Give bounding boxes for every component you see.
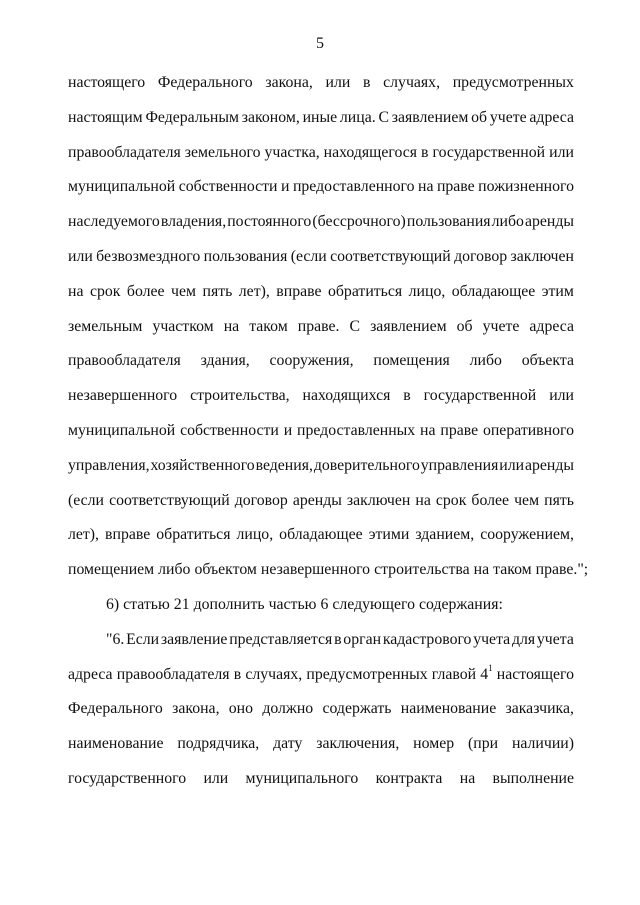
word: либо <box>158 561 191 579</box>
word: на <box>223 317 240 335</box>
text-line <box>68 449 574 484</box>
word: или <box>203 769 229 787</box>
word: настоящего <box>68 74 146 91</box>
text-line <box>68 275 574 310</box>
text-line <box>68 623 574 658</box>
text-line <box>68 518 574 553</box>
word: предоставленного <box>292 178 415 196</box>
text-line <box>68 762 574 797</box>
word: или <box>325 74 351 91</box>
paragraph <box>68 66 589 588</box>
word: праве <box>436 178 475 196</box>
text-line <box>68 414 574 449</box>
word: заявление <box>160 630 228 648</box>
word: частью <box>268 595 317 613</box>
word: на <box>459 769 476 787</box>
text-line <box>68 727 574 762</box>
word: предусмотренных <box>452 74 574 91</box>
word: чем <box>171 282 196 300</box>
word: незавершенного <box>260 561 371 579</box>
word: муниципальной <box>68 421 176 439</box>
text-line <box>68 344 574 379</box>
word: земельным <box>68 317 143 335</box>
word: в <box>421 143 429 161</box>
word: государственной <box>432 143 546 161</box>
word: муниципального <box>245 769 359 787</box>
word: правообладателя <box>68 143 181 161</box>
word: для <box>511 630 536 648</box>
word: объектом <box>194 561 257 579</box>
word: правообладателя <box>68 352 181 370</box>
word: (при <box>468 735 499 753</box>
word: земельного <box>184 143 261 161</box>
word: срок <box>89 282 121 300</box>
word: управления <box>420 456 499 474</box>
word: адреса <box>529 317 574 335</box>
text-line <box>68 205 574 240</box>
document-body <box>68 66 589 797</box>
word: орган <box>343 630 382 648</box>
word: предусмотренных <box>306 665 428 683</box>
word: предоставленных <box>297 421 416 439</box>
word: дополнить <box>193 595 265 613</box>
word: пять <box>202 282 233 300</box>
word: должно <box>262 700 314 718</box>
word: С <box>378 108 389 126</box>
word: кадастрового <box>382 630 472 648</box>
word: подрядчика, <box>177 735 260 753</box>
word: на <box>415 491 431 509</box>
word: оперативного <box>482 421 574 439</box>
word: пять <box>544 491 574 509</box>
word: здания, <box>200 352 250 370</box>
word: лицо, <box>408 282 446 300</box>
word: закона, <box>265 74 313 91</box>
word: чем <box>514 491 540 509</box>
paragraph <box>68 623 574 797</box>
word: лицо, <box>236 526 274 544</box>
word: выполнение <box>492 769 574 787</box>
word: незавершенного <box>68 387 178 405</box>
word: ведения, <box>255 456 313 474</box>
word: учета <box>473 630 511 648</box>
text-line <box>68 484 574 519</box>
word: правообладателя <box>116 665 230 683</box>
word: собственности <box>178 178 278 196</box>
word: обратиться <box>156 526 231 544</box>
word: обратиться <box>327 282 403 300</box>
word: в <box>363 74 371 91</box>
word: праве."; <box>535 561 589 579</box>
word: постоянного <box>227 213 312 231</box>
text-line <box>68 170 574 205</box>
word: заключен <box>510 247 574 265</box>
word: на <box>473 561 490 579</box>
text-line <box>68 379 574 414</box>
word: следующего <box>332 595 415 613</box>
word: заказчика, <box>505 700 574 718</box>
word: праве. <box>297 317 340 335</box>
word: этим <box>541 282 574 300</box>
word: помещения <box>373 352 450 370</box>
page-number: 5 <box>316 35 324 52</box>
word: на <box>420 421 436 439</box>
word: таком <box>249 317 288 335</box>
word: (если <box>290 247 327 265</box>
word: государственной <box>423 387 537 405</box>
word: учете <box>489 108 527 126</box>
word: хозяйственного <box>150 456 255 474</box>
word: строительства, <box>190 387 290 405</box>
word: Федеральным <box>145 108 239 126</box>
word: учета <box>536 630 574 648</box>
word: иные <box>302 108 338 126</box>
word: случаях, <box>383 74 441 91</box>
text-line <box>68 310 574 345</box>
word: владения, <box>160 213 227 231</box>
word: договор <box>234 491 288 509</box>
word: наименование <box>400 700 497 718</box>
word: участком <box>152 317 214 335</box>
word: помещением <box>68 561 155 579</box>
word: лица. <box>339 108 376 126</box>
word: номер <box>413 735 455 753</box>
word: Федерального <box>68 700 163 718</box>
word: соответствующий <box>330 247 451 265</box>
word: Федерального <box>157 74 253 91</box>
word: аренды <box>524 456 574 474</box>
word: содержания: <box>418 595 503 613</box>
word: (бессрочного) <box>312 213 406 231</box>
word: представляется <box>229 630 333 648</box>
word: праве <box>440 421 479 439</box>
word: муниципальной <box>68 178 176 196</box>
word: вправе <box>105 526 151 544</box>
word: или <box>549 143 574 161</box>
word: более <box>126 282 165 300</box>
word: 21 <box>173 595 190 613</box>
word: или <box>549 387 574 405</box>
word: объекта <box>521 352 574 370</box>
word: оно <box>228 700 254 718</box>
word: законом, <box>241 108 300 126</box>
word: главой <box>431 665 477 683</box>
text-line <box>68 240 574 275</box>
word: учете <box>482 317 520 335</box>
word: более <box>471 491 510 509</box>
word: обладающее <box>451 282 536 300</box>
word: дату <box>273 735 303 753</box>
word: либо <box>491 213 524 231</box>
word: на <box>68 282 84 300</box>
text-line <box>68 101 574 136</box>
word: находящихся <box>302 387 391 405</box>
word: аренды <box>524 213 574 231</box>
word: 6) <box>106 595 120 613</box>
word: закона, <box>172 700 220 718</box>
word: Если <box>126 630 160 648</box>
word: вправе <box>276 282 322 300</box>
word: пожизненного <box>478 178 574 196</box>
word: находящегося <box>323 143 418 161</box>
word: лет), <box>238 282 270 300</box>
word: на <box>417 178 434 196</box>
word: договор <box>454 247 508 265</box>
text-line <box>68 66 574 101</box>
word: соответствующий <box>109 491 230 509</box>
word: этими <box>368 526 410 544</box>
text-line <box>68 588 574 623</box>
word: либо <box>469 352 502 370</box>
word: лет), <box>68 526 100 544</box>
word: об <box>456 317 473 335</box>
word: заявлением <box>391 108 469 126</box>
word: контракта <box>375 769 443 787</box>
word: настоящего <box>496 665 574 683</box>
word: наследуемого <box>68 213 160 231</box>
word: пользования <box>203 247 288 265</box>
paragraph <box>68 588 574 623</box>
word: и <box>283 421 293 439</box>
word: наличии) <box>511 735 574 753</box>
word: в <box>334 630 342 648</box>
word: доверительного <box>313 456 420 474</box>
word: управления, <box>68 456 150 474</box>
word: адреса <box>529 108 574 126</box>
word: в <box>233 665 242 683</box>
word: содержать <box>322 700 392 718</box>
word: или <box>499 456 525 474</box>
word: безвозмездного <box>96 247 201 265</box>
word: обладающее <box>279 526 363 544</box>
word: срок <box>435 491 467 509</box>
word: или <box>68 247 93 265</box>
word: (если <box>68 491 105 509</box>
word: наименование <box>68 735 164 753</box>
word: 6 <box>320 595 329 613</box>
text-line <box>68 658 574 693</box>
word: сооружения, <box>269 352 354 370</box>
text-line <box>68 553 589 588</box>
word: аренды <box>292 491 342 509</box>
word: С <box>349 317 361 335</box>
word: и <box>281 178 290 196</box>
word: адреса <box>68 665 113 683</box>
word: сооружением, <box>480 526 574 544</box>
word: государственного <box>68 769 187 787</box>
word: случаях, <box>245 665 303 683</box>
word: $4^1$ <box>480 663 493 683</box>
word: заключен <box>346 491 411 509</box>
word: таком <box>493 561 532 579</box>
word: "6. <box>106 630 125 648</box>
word: статью <box>123 595 170 613</box>
word: собственности <box>180 421 279 439</box>
word: заявлением <box>370 317 447 335</box>
word: строительства <box>374 561 470 579</box>
word: заключения, <box>316 735 400 753</box>
text-line <box>68 136 574 171</box>
word: в <box>403 387 411 405</box>
text-line <box>68 692 574 727</box>
word: участка, <box>264 143 320 161</box>
word: настоящим <box>68 108 143 126</box>
word: об <box>471 108 488 126</box>
word: пользования <box>406 213 491 231</box>
word: зданием, <box>415 526 475 544</box>
